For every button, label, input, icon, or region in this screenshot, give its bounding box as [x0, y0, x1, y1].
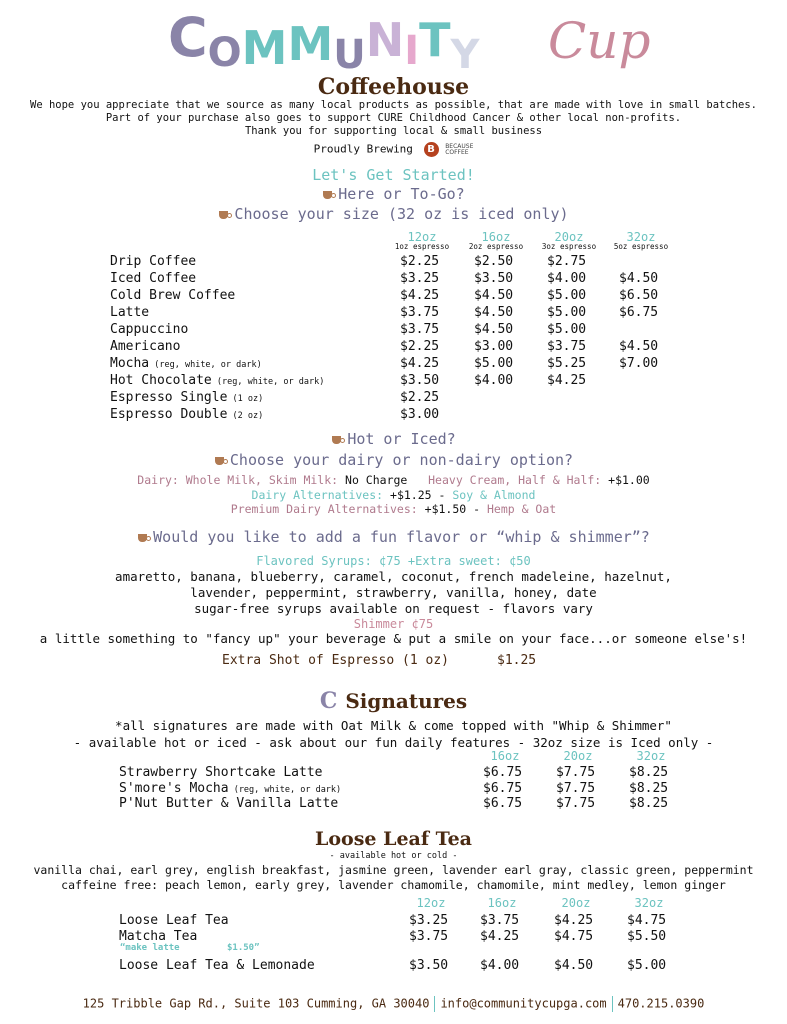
size-header: 32oz 5oz espresso	[613, 230, 669, 251]
menu-item-price: $3.50	[409, 958, 449, 973]
menu-item-price: $7.75	[556, 780, 596, 796]
menu-item-price: $5.00	[547, 305, 587, 320]
menu-item-name: Iced Coffee	[110, 271, 197, 286]
menu-item-price: $6.50	[619, 288, 659, 303]
shimmer-price: Shimmer ¢75	[353, 617, 434, 631]
intro-line: Part of your purchase also goes to support CURE Childhood Cancer & other local non-profits.	[105, 112, 682, 124]
brand-letter: M	[287, 17, 334, 71]
brand-letter: N	[365, 13, 405, 67]
brand-letter: Y	[450, 32, 480, 78]
signatures-note: *all signatures are made with Oat Milk & come topped with "Whip & Shimmer"	[115, 718, 672, 733]
menu-item-price: $5.00	[547, 288, 587, 303]
make-latte-price: $1.50”	[227, 943, 260, 953]
size-header: 20oz 3oz espresso	[541, 230, 597, 251]
size-header: 12oz	[416, 896, 446, 910]
tea-heading: Loose Leaf Tea	[314, 828, 472, 850]
menu-item-price: $6.75	[619, 305, 659, 320]
menu-item-name: Espresso Single (1 oz)	[110, 390, 264, 405]
footer-address: 125 Tribble Gap Rd., Suite 103 Cumming, GA 30040	[82, 996, 430, 1011]
menu-item-price: $2.25	[400, 339, 440, 354]
menu-item-name: Loose Leaf Tea & Lemonade	[119, 958, 315, 973]
menu-item-price: $4.50	[554, 958, 594, 973]
because-coffee-wordmark: BECAUSE COFFEE	[445, 142, 474, 156]
dairy-alternatives-line: Dairy Alternatives: +$1.25 - Soy & Almond	[251, 488, 536, 502]
brand-letter: M	[241, 21, 288, 75]
because-coffee-logo-icon: B	[424, 142, 439, 157]
menu-item-name: Americano	[110, 339, 181, 354]
menu-item-name: Cold Brew Coffee	[110, 288, 236, 303]
menu-item-name: Loose Leaf Tea	[119, 913, 229, 928]
brand-letter: O	[207, 30, 242, 76]
menu-item-price: $8.25	[629, 780, 669, 796]
menu-item-price: $4.25	[554, 913, 594, 928]
menu-item-price: $4.50	[619, 339, 659, 354]
menu-item-name: Mocha (reg, white, or dark)	[110, 356, 262, 371]
menu-item-price: $4.50	[474, 322, 514, 337]
brand-letter: T	[419, 13, 451, 67]
menu-item-price: $4.75	[554, 929, 594, 944]
brand-wordmark	[168, 6, 480, 78]
size-header: 16oz	[490, 749, 520, 763]
size-header: 20oz	[563, 749, 593, 763]
menu-item-name: Drip Coffee	[110, 254, 197, 269]
menu-item-price: $7.75	[556, 765, 596, 780]
brand-subtitle: Coffeehouse	[317, 74, 470, 100]
fancy-up-text: a little something to "fancy up" your beverage & put a smile on your face...or someone else's!	[39, 631, 748, 646]
menu-item-price: $5.00	[547, 322, 587, 337]
menu-item-price: $2.75	[547, 254, 587, 269]
menu-item-price: $6.75	[483, 780, 523, 796]
menu-item-price: $4.50	[474, 305, 514, 320]
menu-item-price: $2.25	[400, 390, 440, 405]
menu-item-price: $4.00	[480, 958, 520, 973]
size-header: 20oz	[561, 896, 591, 910]
menu-item-price: $3.75	[480, 913, 520, 928]
menu-item-price: $5.50	[627, 929, 667, 944]
size-header: 16oz 2oz espresso	[468, 230, 524, 251]
menu-item-price: $3.25	[400, 271, 440, 286]
coffee-cup-icon	[218, 208, 232, 220]
size-header: 32oz	[636, 749, 666, 763]
menu-item-price: $2.25	[400, 254, 440, 269]
brand-cup-script: Cup	[548, 12, 651, 70]
menu-item-price: $4.50	[619, 271, 659, 286]
intro-line: We hope you appreciate that we source as many local products as possible, that are made with love in small batches.	[30, 99, 757, 111]
footer-email[interactable]: info@communitycupga.com	[440, 996, 607, 1011]
menu-item-price: $7.00	[619, 356, 659, 371]
extra-shot-label: Extra Shot of Espresso (1 oz)	[222, 653, 449, 668]
flavor-list: amaretto, banana, blueberry, caramel, coconut, french madeleine, hazelnut, lavender, peppermint, strawberry, vanilla, honey, date sugar-free syrups available on request - flavors vary	[115, 569, 672, 616]
step-get-started: Let's Get Started!	[312, 166, 475, 184]
menu-item-price: $5.25	[547, 356, 587, 371]
step-choose-size: Choose your size (32 oz is iced only)	[0, 205, 787, 223]
size-header: 16oz	[487, 896, 517, 910]
menu-item-name: Latte	[110, 305, 150, 320]
menu-item-name: Cappuccino	[110, 322, 189, 337]
footer-phone[interactable]: 470.215.0390	[617, 996, 705, 1011]
step-add-flavor: Would you like to add a fun flavor or “whip & shimmer”?	[0, 528, 787, 546]
coffee-cup-icon	[331, 433, 345, 445]
size-header: 32oz	[634, 896, 664, 910]
menu-item-price: $5.00	[627, 958, 667, 973]
menu-item-price: $3.75	[547, 339, 587, 354]
coffee-cup-icon	[137, 531, 151, 543]
proudly-brewing	[0, 142, 787, 157]
menu-item-price: $7.75	[556, 796, 596, 811]
menu-item-price: $3.50	[400, 373, 440, 388]
footer-contact	[0, 996, 787, 1012]
make-latte-label: “make latte	[120, 943, 180, 953]
intro-text	[0, 99, 787, 138]
menu-item-name: Strawberry Shortcake Latte	[119, 765, 323, 780]
menu-item-price: $3.75	[409, 929, 449, 944]
brand-letter: C	[168, 6, 208, 69]
menu-item-price: $5.00	[474, 356, 514, 371]
signatures-availability: - available hot or iced - ask about our fun daily features - 32oz size is Iced only -	[73, 735, 714, 750]
brand-letter: U	[333, 32, 366, 78]
step-choose-dairy: Choose your dairy or non-dairy option?	[0, 451, 787, 469]
menu-item-price: $6.75	[483, 796, 523, 811]
menu-item-price: $3.00	[400, 407, 440, 422]
tea-availability: - available hot or cold -	[329, 851, 458, 861]
menu-item-name: Espresso Double (2 oz)	[110, 407, 264, 422]
brand-letter: I	[404, 28, 420, 74]
step-hot-or-iced: Hot or Iced?	[0, 430, 787, 448]
menu-item-price: $3.50	[474, 271, 514, 286]
menu-item-name: Matcha Tea	[119, 929, 198, 944]
brand-logo	[0, 2, 787, 78]
community-cup-mark-icon: C	[319, 688, 338, 714]
size-header: 12oz 1oz espresso	[394, 230, 450, 251]
menu-item-price: $4.25	[400, 288, 440, 303]
menu-item-price: $4.25	[480, 929, 520, 944]
dairy-line: Dairy: Whole Milk, Skim Milk: No Charge Heavy Cream, Half & Half: +$1.00	[137, 473, 650, 487]
extra-shot-price: $1.25	[497, 653, 537, 668]
intro-line: Thank you for supporting local & small business	[244, 125, 543, 137]
step-here-or-togo: Here or To-Go?	[0, 185, 787, 203]
menu-item-name: Hot Chocolate (reg, white, or dark)	[110, 373, 325, 388]
menu-item-price: $3.75	[400, 322, 440, 337]
menu-item-price: $2.50	[474, 254, 514, 269]
menu-item-price: $4.25	[400, 356, 440, 371]
menu-item-price: $4.25	[547, 373, 587, 388]
menu-item-name: S'more's Mocha (reg, white, or dark)	[119, 780, 342, 796]
menu-item-name: P'Nut Butter & Vanilla Latte	[119, 796, 339, 811]
flavored-syrups-prices: Flavored Syrups: ¢75 +Extra sweet: ¢50	[256, 554, 531, 568]
menu-item-price: $8.25	[629, 765, 669, 780]
menu-item-price: $4.50	[474, 288, 514, 303]
menu-item-price: $4.00	[474, 373, 514, 388]
menu-item-price: $4.00	[547, 271, 587, 286]
footer-divider	[434, 996, 435, 1012]
menu-item-price: $8.25	[629, 796, 669, 811]
coffee-cup-icon	[214, 454, 228, 466]
premium-dairy-line: Premium Dairy Alternatives: +$1.50 - Hemp & Oat	[230, 502, 557, 516]
brewing-label: Proudly Brewing	[313, 142, 413, 156]
tea-flavor-list: vanilla chai, earl grey, english breakfast, jasmine green, lavender earl gray, classic green, peppermint caffeine free: peach lemon, early grey, lavender chamomile, chamomile, mint medley, lemon ginger	[33, 863, 754, 892]
coffee-cup-icon	[322, 188, 336, 200]
menu-item-price: $3.25	[409, 913, 449, 928]
menu-item-price: $4.75	[627, 913, 667, 928]
footer-divider	[612, 996, 613, 1012]
menu-item-price: $3.00	[474, 339, 514, 354]
menu-item-price: $6.75	[483, 765, 523, 780]
menu-item-price: $3.75	[400, 305, 440, 320]
signatures-heading: C Signatures	[319, 688, 468, 714]
